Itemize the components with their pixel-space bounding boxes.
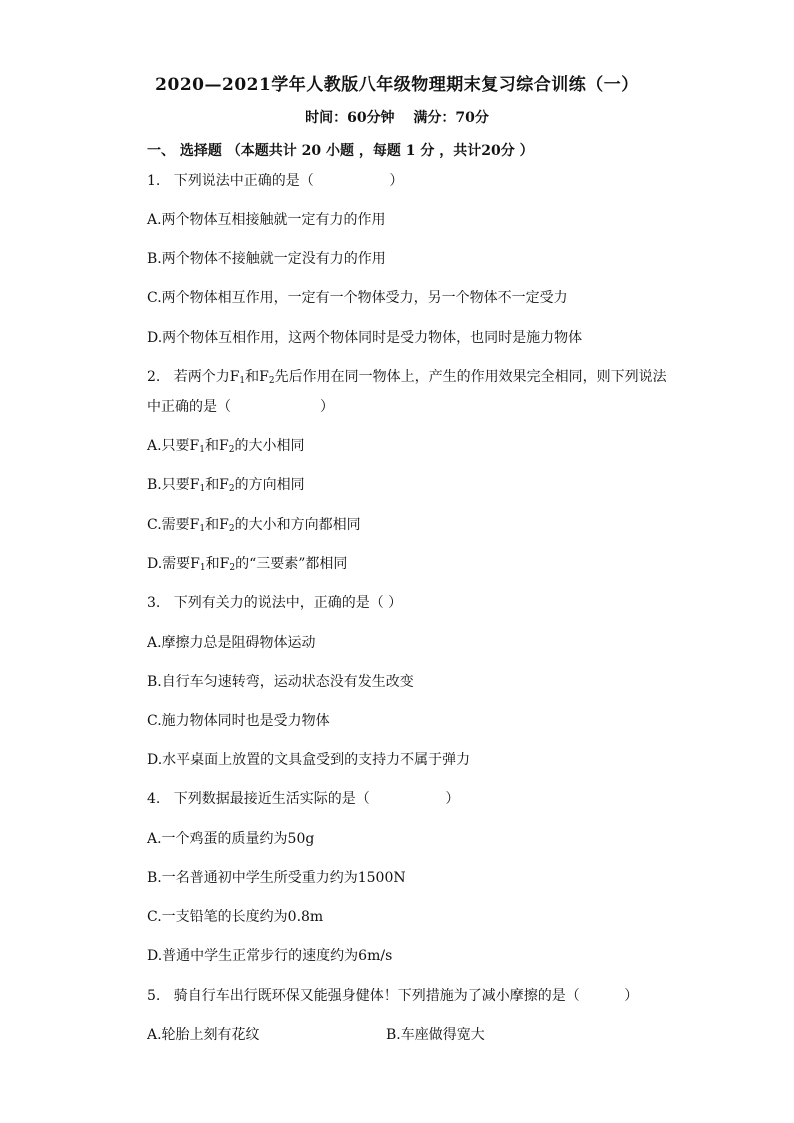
question-4-option-d: D.普通中学生正常步行的速度约为6m/s xyxy=(147,948,393,964)
question-2-option-c: C.需要$F_1$和$F_2$的大小和方向都相同 xyxy=(147,517,361,534)
question-1-option-c: C.两个物体相互作用，一定有一个物体受力，另一个物体不一定受力 xyxy=(147,290,568,306)
section-heading: 一、 选择题 （本题共计 20 小题 ，每题 1 分 ，共计20分 ） xyxy=(147,143,534,159)
question-1-option-b: B.两个物体不接触就一定没有力的作用 xyxy=(147,251,386,267)
question-4-option-a: A.一个鸡蛋的质量约为50g xyxy=(147,831,315,847)
question-5-stem: 5. 骑自行车出行既环保又能强身健体！下列措施为了减小摩擦的是（ ） xyxy=(147,988,639,1004)
question-1-option-a: A.两个物体互相接触就一定有力的作用 xyxy=(147,212,386,228)
question-3-option-a: A.摩擦力总是阻碍物体运动 xyxy=(147,635,316,651)
question-4-stem: 4. 下列数据最接近生活实际的是（ ） xyxy=(147,791,460,807)
question-5-option-a: A.轮胎上刻有花纹 xyxy=(147,1027,260,1043)
question-3-stem: 3. 下列有关力的说法中，正确的是（ ） xyxy=(147,595,403,611)
question-4-option-c: C.一支铅笔的长度约为0.8m xyxy=(147,909,324,925)
question-2-option-b: B.只要$F_1$和$F_2$的方向相同 xyxy=(147,477,305,494)
question-3-option-c: C.施力物体同时也是受力物体 xyxy=(147,713,330,729)
question-2-stem-line2: 中正确的是（ ） xyxy=(147,399,335,415)
question-2-option-d: D.需要$F_1$和$F_2$的“三要素”都相同 xyxy=(147,556,348,573)
question-2-stem-line1: 2. 若两个力$F_1$和$F_2$先后作用在同一物体上，产生的作用效果完全相同，则下列说法 xyxy=(147,369,667,386)
exam-subtitle: 时间：60分钟 满分：70分 xyxy=(305,110,489,126)
question-2-option-a: A.只要$F_1$和$F_2$的大小相同 xyxy=(147,438,305,455)
question-3-option-b: B.自行车匀速转弯，运动状态没有发生改变 xyxy=(147,674,414,690)
question-4-option-b: B.一名普通初中学生所受重力约为1500N xyxy=(147,870,406,886)
question-1-option-d: D.两个物体互相作用，这两个物体同时是受力物体，也同时是施力物体 xyxy=(147,330,583,346)
question-5-option-b: B.车座做得宽大 xyxy=(386,1027,485,1043)
exam-title: 2020—2021学年人教版八年级物理期末复习综合训练（一） xyxy=(155,75,639,95)
question-3-option-d: D.水平桌面上放置的文具盒受到的支持力不属于弹力 xyxy=(147,752,471,768)
question-1-stem: 1. 下列说法中正确的是（ ） xyxy=(147,173,404,189)
